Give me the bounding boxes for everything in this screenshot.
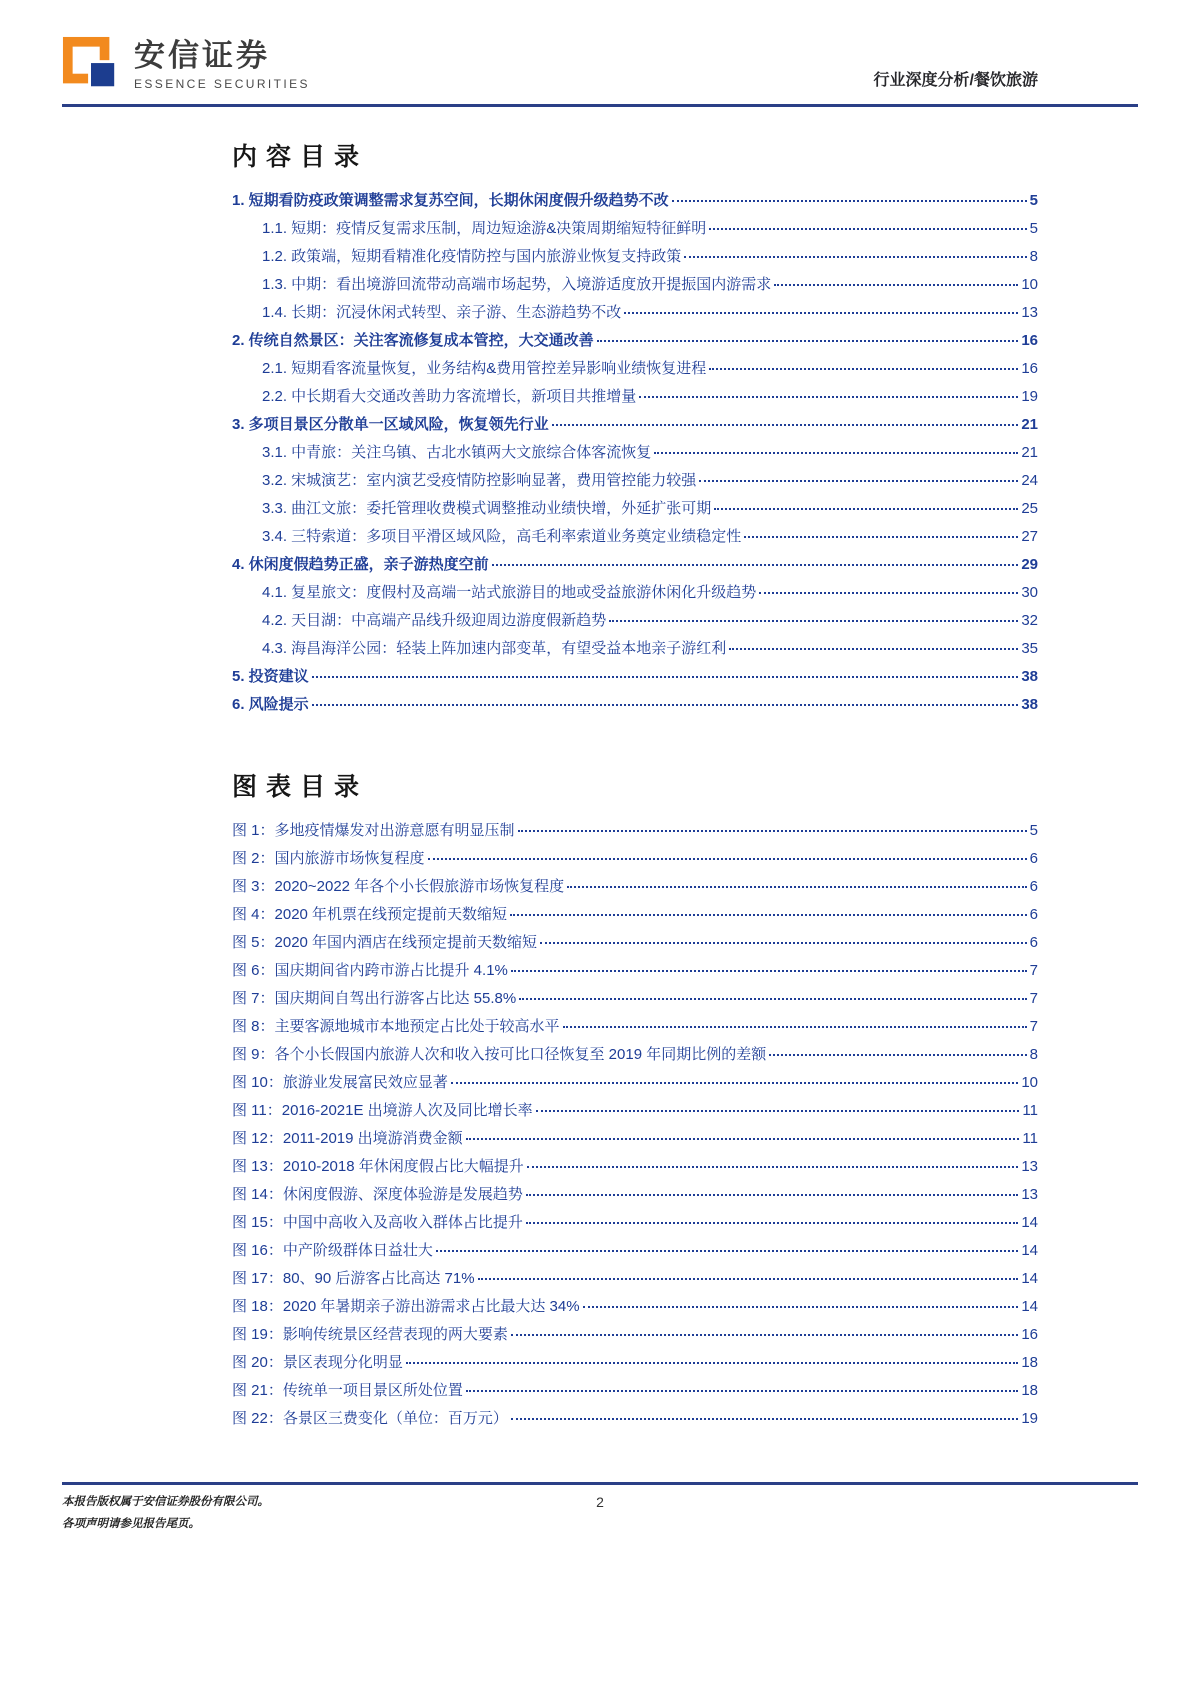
toc-entry-page: 13 [1021,304,1038,321]
figure-entry-page: 7 [1029,962,1038,979]
toc-entry-label: 1. 短期看防疫政策调整需求复苏空间，长期休闲度假升级趋势不改 [232,192,669,209]
figure-entry-page: 10 [1021,1074,1038,1091]
figure-entry-label: 图 4：2020 年机票在线预定提前天数缩短 [232,906,508,923]
dotted-leader [526,1222,1018,1224]
figure-entry[interactable] [232,1323,1038,1351]
brand [62,36,310,94]
toc-entry-label: 1.4. 长期：沉浸休闲式转型、亲子游、生态游趋势不改 [262,304,622,321]
dotted-leader [519,998,1026,1000]
figure-entry[interactable] [232,1015,1038,1043]
toc-entry-page: 35 [1021,640,1038,657]
figures-list [232,819,1038,1435]
dotted-leader [406,1362,1018,1364]
toc-entry-page: 19 [1021,388,1038,405]
dotted-leader [478,1278,1019,1280]
figure-entry-page: 13 [1021,1158,1038,1175]
toc-entry-page: 29 [1021,556,1038,573]
figure-entry-page: 14 [1021,1242,1038,1259]
figure-entry-page: 6 [1029,906,1038,923]
figure-entry-label: 图 19：影响传统景区经营表现的两大要素 [232,1326,508,1343]
toc-entry[interactable] [232,637,1038,665]
brand-text [134,39,310,91]
toc-entry-page: 32 [1021,612,1038,629]
toc-entry-label: 3.3. 曲江文旅：委托管理收费模式调整推动业绩快增，外延扩张可期 [262,500,712,517]
figure-entry-page: 8 [1029,1046,1038,1063]
figure-entry-label: 图 7：国庆期间自驾出行游客占比达 55.8% [232,990,517,1007]
figure-entry[interactable] [232,1407,1038,1435]
figure-entry-page: 6 [1029,934,1038,951]
figure-entry-page: 14 [1021,1214,1038,1231]
dotted-leader [511,1334,1018,1336]
toc-entry-label: 1.1. 短期：疫情反复需求压制，周边短途游&决策周期缩短特征鲜明 [262,220,707,237]
report-footer [62,1482,1138,1536]
figure-entry[interactable] [232,1127,1038,1155]
figure-entry-label: 图 2：国内旅游市场恢复程度 [232,850,425,867]
figure-entry[interactable] [232,1043,1038,1071]
toc-entry-page: 30 [1021,584,1038,601]
toc-entry-page: 16 [1021,332,1038,349]
figure-entry[interactable] [232,1295,1038,1323]
figure-entry-label: 图 13：2010-2018 年休闲度假占比大幅提升 [232,1158,524,1175]
figure-entry-label: 图 18：2020 年暑期亲子游出游需求占比最大达 34% [232,1298,580,1315]
figure-entry-page: 13 [1021,1186,1038,1203]
toc-entry-label: 3.2. 宋城演艺：室内演艺受疫情防控影响显著，费用管控能力较强 [262,472,697,489]
brand-name-cn: 安信证券 [134,37,270,73]
figure-entry-page: 6 [1029,878,1038,895]
toc-entry-page: 27 [1021,528,1038,545]
toc-entry-page: 10 [1021,276,1038,293]
dotted-leader [552,424,1019,426]
dotted-leader [511,1418,1018,1420]
dotted-leader [639,396,1018,398]
toc-entry-label: 5. 投资建议 [232,668,309,685]
toc-entry-label: 1.3. 中期：看出境游回流带动高端市场起势，入境游适度放开提振国内游需求 [262,276,772,293]
figure-entry[interactable] [232,1183,1038,1211]
figure-entry[interactable] [232,1267,1038,1295]
dotted-leader [729,648,1018,650]
dotted-leader [510,914,1027,916]
figure-entry-page: 5 [1029,822,1038,839]
dotted-leader [624,312,1018,314]
figure-entry-label: 图 10：旅游业发展富民效应显著 [232,1074,448,1091]
figure-entry[interactable] [232,1379,1038,1407]
toc-entry-page: 5 [1029,192,1038,209]
dotted-leader [466,1138,1020,1140]
toc-entry[interactable] [232,245,1038,273]
figure-entry-page: 19 [1021,1410,1038,1427]
figure-entry-page: 11 [1022,1130,1038,1147]
figure-entry-label: 图 6：国庆期间省内跨市游占比提升 4.1% [232,962,508,979]
figure-entry-page: 14 [1021,1298,1038,1315]
figure-entry-page: 16 [1021,1326,1038,1343]
dotted-leader [654,452,1018,454]
toc-entry[interactable] [232,329,1038,357]
dotted-leader [312,676,1019,678]
toc-entry-page: 24 [1021,472,1038,489]
toc-content [232,137,1038,1435]
dotted-leader [428,858,1027,860]
toc-entry-label: 3. 多项目景区分散单一区域风险，恢复领先行业 [232,416,549,433]
toc-entry-page: 21 [1021,416,1038,433]
figure-entry[interactable] [232,875,1038,903]
essence-securities-logo-icon [62,36,120,94]
figure-entry[interactable] [232,819,1038,847]
figure-entry[interactable] [232,1155,1038,1183]
report-header [62,0,1138,94]
figure-entry-label: 图 5：2020 年国内酒店在线预定提前天数缩短 [232,934,538,951]
toc-entry-page: 38 [1021,696,1038,713]
brand-name-en: ESSENCE SECURITIES [134,77,310,92]
figure-entry-label: 图 3：2020~2022 年各个小长假旅游市场恢复程度 [232,878,565,895]
dotted-leader [684,256,1026,258]
toc-entry-label: 3.1. 中青旅：关注乌镇、古北水镇两大文旅综合体客流恢复 [262,444,652,461]
figure-entry-label: 图 14：休闲度假游、深度体验游是发展趋势 [232,1186,523,1203]
toc-entry-label: 2.2. 中长期看大交通改善助力客流增长，新项目共推增量 [262,388,637,405]
report-type-label: 行业深度分析/餐饮旅游 [873,72,1038,89]
toc-entry[interactable] [232,525,1038,553]
toc-title: 内容目录 [232,143,369,171]
figure-entry-page: 7 [1029,1018,1038,1035]
toc-entry-page: 21 [1021,444,1038,461]
figure-entry[interactable] [232,1351,1038,1379]
figure-entry-label: 图 11：2016-2021E 出境游人次及同比增长率 [232,1102,533,1119]
toc-entry-label: 4. 休闲度假趋势正盛，亲子游热度空前 [232,556,489,573]
toc-entry[interactable] [232,273,1038,301]
footer-divider [62,1482,1138,1485]
figure-entry[interactable] [232,987,1038,1015]
dotted-leader [567,886,1026,888]
figure-entry[interactable] [232,959,1038,987]
dotted-leader [527,1166,1019,1168]
toc-entry[interactable] [232,497,1038,525]
dotted-leader [518,830,1027,832]
figure-entry-label: 图 16：中产阶级群体日益壮大 [232,1242,433,1259]
toc-entry-page: 5 [1029,220,1038,237]
dotted-leader [451,1082,1018,1084]
figure-entry[interactable] [232,903,1038,931]
toc-entry-label: 4.2. 天目湖：中高端产品线升级迎周边游度假新趋势 [262,612,607,629]
toc-entry-page: 25 [1021,500,1038,517]
toc-entry[interactable] [232,413,1038,441]
toc-entry[interactable] [232,217,1038,245]
dotted-leader [466,1390,1018,1392]
toc-entry-page: 16 [1021,360,1038,377]
header-divider [62,104,1138,107]
figure-entry-label: 图 1：多地疫情爆发对出游意愿有明显压制 [232,822,515,839]
figure-entry-label: 图 15：中国中高收入及高收入群体占比提升 [232,1214,523,1231]
figures-title: 图表目录 [232,773,369,801]
toc-entry[interactable] [232,693,1038,721]
toc-entry-label: 1.2. 政策端，短期看精准化疫情防控与国内旅游业恢复支持政策 [262,248,682,265]
figure-entry[interactable] [232,847,1038,875]
figure-entry[interactable] [232,1071,1038,1099]
toc-entry[interactable] [232,469,1038,497]
figure-entry-label: 图 21：传统单一项目景区所处位置 [232,1382,463,1399]
dotted-leader [436,1250,1018,1252]
dotted-leader [536,1110,1020,1112]
figure-entry[interactable] [232,1211,1038,1239]
dotted-leader [714,508,1018,510]
dotted-leader [526,1194,1018,1196]
toc-entry-label: 6. 风险提示 [232,696,309,713]
toc-entry-page: 8 [1029,248,1038,265]
toc-entry[interactable] [232,581,1038,609]
toc-entry[interactable] [232,553,1038,581]
footer-row [62,1492,1138,1536]
toc-entry[interactable] [232,441,1038,469]
dotted-leader [759,592,1018,594]
dotted-leader [583,1306,1019,1308]
dotted-leader [672,200,1027,202]
dotted-leader [540,942,1027,944]
toc-entry[interactable] [232,609,1038,637]
toc-entry-label: 2.1. 短期看客流量恢复，业务结构&费用管控差异影响业绩恢复进程 [262,360,707,377]
dotted-leader [312,704,1019,706]
page-number: 2 [596,1494,604,1510]
dotted-leader [709,228,1026,230]
toc-list [232,189,1038,721]
dotted-leader [511,970,1027,972]
figure-entry-page: 18 [1021,1354,1038,1371]
figure-entry-page: 14 [1021,1270,1038,1287]
toc-entry[interactable] [232,301,1038,329]
toc-entry[interactable] [232,357,1038,385]
figure-entry-label: 图 12：2011-2019 出境游消费金额 [232,1130,463,1147]
dotted-leader [774,284,1018,286]
figure-entry[interactable] [232,1099,1038,1127]
figure-entry-page: 18 [1021,1382,1038,1399]
dotted-leader [769,1054,1026,1056]
dotted-leader [597,340,1019,342]
figure-entry-label: 图 17：80、90 后游客占比高达 71% [232,1270,475,1287]
figure-entry-page: 11 [1022,1102,1038,1119]
footer-copyright-line: 本报告版权属于安信证券股份有限公司。 [62,1496,269,1508]
toc-entry[interactable] [232,189,1038,217]
dotted-leader [709,368,1018,370]
figure-entry-page: 6 [1029,850,1038,867]
toc-entry-label: 4.1. 复星旅文：度假村及高端一站式旅游目的地或受益旅游休闲化升级趋势 [262,584,757,601]
figure-entry-label: 图 9：各个小长假国内旅游人次和收入按可比口径恢复至 2019 年同期比例的差额 [232,1046,767,1063]
figure-entry-label: 图 8：主要客源地城市本地预定占比处于较高水平 [232,1018,560,1035]
toc-entry[interactable] [232,385,1038,413]
figure-entry-label: 图 20：景区表现分化明显 [232,1354,403,1371]
dotted-leader [492,564,1019,566]
figure-entry-page: 7 [1029,990,1038,1007]
toc-entry[interactable] [232,665,1038,693]
toc-entry-label: 3.4. 三特索道：多项目平滑区域风险，高毛利率索道业务奠定业绩稳定性 [262,528,742,545]
dotted-leader [699,480,1018,482]
figure-entry[interactable] [232,1239,1038,1267]
footer-statement-line: 各项声明请参见报告尾页。 [62,1517,200,1530]
dotted-leader [563,1026,1027,1028]
toc-entry-page: 38 [1021,668,1038,685]
figure-entry[interactable] [232,931,1038,959]
dotted-leader [609,620,1018,622]
toc-entry-label: 4.3. 海昌海洋公园：轻装上阵加速内部变革，有望受益本地亲子游红利 [262,640,727,657]
dotted-leader [744,536,1018,538]
toc-entry-label: 2. 传统自然景区：关注客流修复成本管控，大交通改善 [232,332,594,349]
figure-entry-label: 图 22：各景区三费变化（单位：百万元） [232,1410,508,1427]
